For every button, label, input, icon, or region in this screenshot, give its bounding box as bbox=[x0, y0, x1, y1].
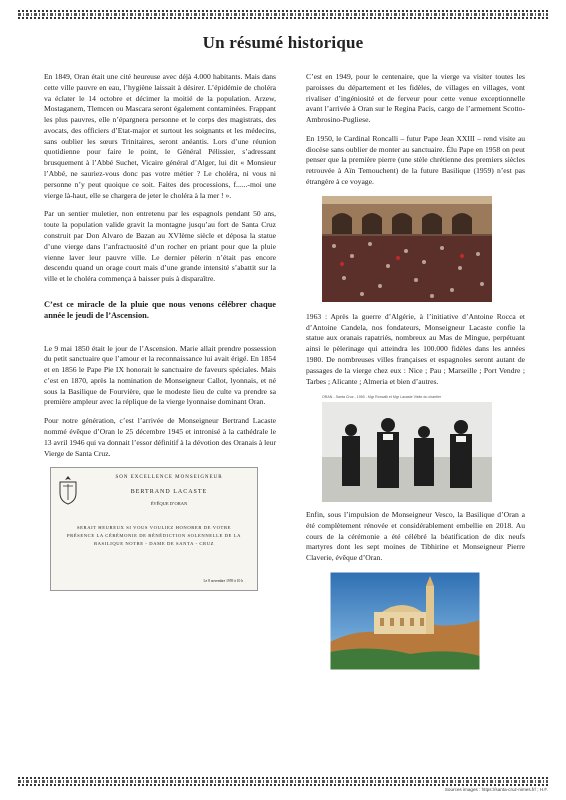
invitation-footer: Le 8 novembre 1959 à 10 h bbox=[203, 579, 243, 584]
paragraph-lacaste: Pour notre génération, c’est l’arrivée de Monseigneur Bertrand Lacaste nommé évêque d’Oran le 25 décembre 1945 et intronisé à la cathédrale le 13 avril 1946 qui va donnait l’essor définitif à la dévotion des Oranais à leur Vierge de Santa Cruz. bbox=[44, 416, 276, 458]
paragraph-cholera-1849: En 1849, Oran était une cité heureuse avec déjà 4.000 habitants. Mais dans cette ville pauvre en eau, l’hygiène laissait à désirer. L’épidémie de choléra va éclater le 14 octobre et décimer la moitié de la population. Arzew, Mostaganem, Tlemcen ou Mascara seront également contaminées. Frappant les plus pauvres, elle n’épargnera personne et le corps des magistrats, des avocats, des officiers d’Etat-major et surtout les soignants et les médecins, sans oublier les sœurs Trinitaires, seront anéantis. Lors d’une réunion quotidienne pour faire le point, le Général Pélissier, s’adressant brusquement à l’Abbé Suchet, Vicaire général d’Alger, lui dit « Monsieur l’Abbé, ne sauriez-vous donc pas votre métier ? Le choléra, ni vous ni personne n’y peut quoique ce soit. Faites des processions, f......-moi une vierge là-haut, elle se chargera de jeter le choléra à la mer ! ». bbox=[44, 72, 276, 200]
right-column bbox=[306, 72, 525, 670]
bottom-border bbox=[18, 777, 548, 786]
basilica-santa-cruz-photo bbox=[330, 572, 480, 670]
paragraph-procession: Par un sentier muletier, non entretenu par les espagnols pendant 50 ans, toute la population valide gravit la montagne jusqu’au fort de Santa Cruz construit par Don Alvaro de Bazan au XVIème siècle et déposa la statue d’une vierge dans l’anfractuosité d’un rocher en priant pour que la pluie vienne laver leur pauvre ville. Le dernier pèlerin n’était pas encore descendu quand un orage court mais d’une grande intensité s’abattit sur la ville et le choléra commença à baisser puis à disparaître. bbox=[44, 209, 276, 284]
photo-caption: ORAN - Santa Cruz - 1950 - Mgr Roncalli et Mgr Lacaste Visite du chantier bbox=[322, 395, 442, 400]
invitation-card-image bbox=[50, 467, 258, 591]
crowd-pilgrimage-photo bbox=[322, 196, 492, 302]
invitation-line-1: SON EXCELLENCE MONSEIGNEUR bbox=[115, 475, 223, 481]
paragraph-roncalli-1950: En 1950, le Cardinal Roncalli – futur Pape Jean XXIII – rend visite au diocèse sans oublier de monter au sanctuaire. Élu Pape en 1958 on peut penser que la première pierre (une stèle chrétienne des premiers siècles retrouvée à Aïn Temouchent) de la future Basilique (1959) n’est pas étrangère à ce voyage. bbox=[306, 133, 525, 187]
left-column bbox=[44, 72, 276, 591]
roncalli-visit-photo bbox=[322, 395, 492, 502]
paragraph-centenaire-1949: C’est en 1949, pour le centenaire, que la vierge va visiter toutes les paroisses du département et les fidèles, de villages en villages, vont rivaliser d’ingéniosité et de ferveur pour cette venue exceptionnelle avant l’arrivée à Oran sur le Regina Pacis, cargo de l’armement Scotto-Ambrosino-Pugliese. bbox=[306, 72, 525, 125]
miracle-highlight: C’est ce miracle de la pluie que nous venons célébrer chaque année le jeudi de l’Ascension. bbox=[44, 299, 276, 321]
image-sources-credit: Sources images : https://santa-cruz-nimes.fr/ ; H.F. bbox=[444, 787, 548, 792]
invitation-line-3: ÉVÊQUE D’ORAN bbox=[150, 501, 188, 507]
bishop-crest-icon bbox=[57, 475, 79, 505]
invitation-line-2: BERTRAND LACASTE bbox=[130, 489, 208, 496]
page-title: Un résumé historique bbox=[202, 33, 364, 52]
paragraph-ascension-1850: Le 9 mai 1850 était le jour de l’Ascension. Marie allait prendre possession du petit sanctuaire que l’amour et la reconnaissance lui avait érigé. En 1854 et en 1856 le Pape Pie IX honorait le sanctuaire de faveurs spéciales. Mais c’est en 1870, après la nomination de Monseigneur Callot, lyonnais, et né sous la Basilique de Fourvière, que le modeste lieu de culte va prendre sa première ampleur avec la réplique de la vierge lyonnaise dominant Oran. bbox=[44, 343, 276, 407]
top-border bbox=[18, 10, 548, 19]
paragraph-rapatries-1963: 1963 : Après la guerre d’Algérie, à l’initiative d’Antoine Rocca et d’Antoine Candela, nos fondateurs, Monseigneur Lacaste confie la statue aux oranais rapatriés, nombreux au Mas de Mingue, perpétuant ainsi le pèlerinage qui atteindra les 100.000 fidèles dans les années 1980. De nombreuses villes françaises et espagnoles seront autant de passages de la vierge chez eux : Nice ; Pau ; Marseille ; Port Vendre ; Tarbes ; Alicante ; Almeria et bien d’autres. bbox=[306, 311, 525, 386]
invitation-body: SERAIT HEUREUX SI VOUS VOULIEZ HONORER DE VOTRE PRÉSENCE LA CÉRÉMONIE DE BÉNÉDICTION SOLENNELLE DE LA BASILIQUE NOTRE - DAME DE SANTA - CRUZ bbox=[66, 525, 242, 547]
paragraph-vesco-2018: Enfin, sous l’impulsion de Monseigneur Vesco, la Basilique d’Oran a été complètement rénovée et considérablement embellie en 2018. Au cours de la cérémonie a été célébré la béatification de dix neufs martyres dont les sept moines de Tibhirine et Monseigneur Pierre Claverie, évêque d’Oran. bbox=[306, 509, 525, 563]
clergy-photo-icon bbox=[322, 402, 492, 502]
